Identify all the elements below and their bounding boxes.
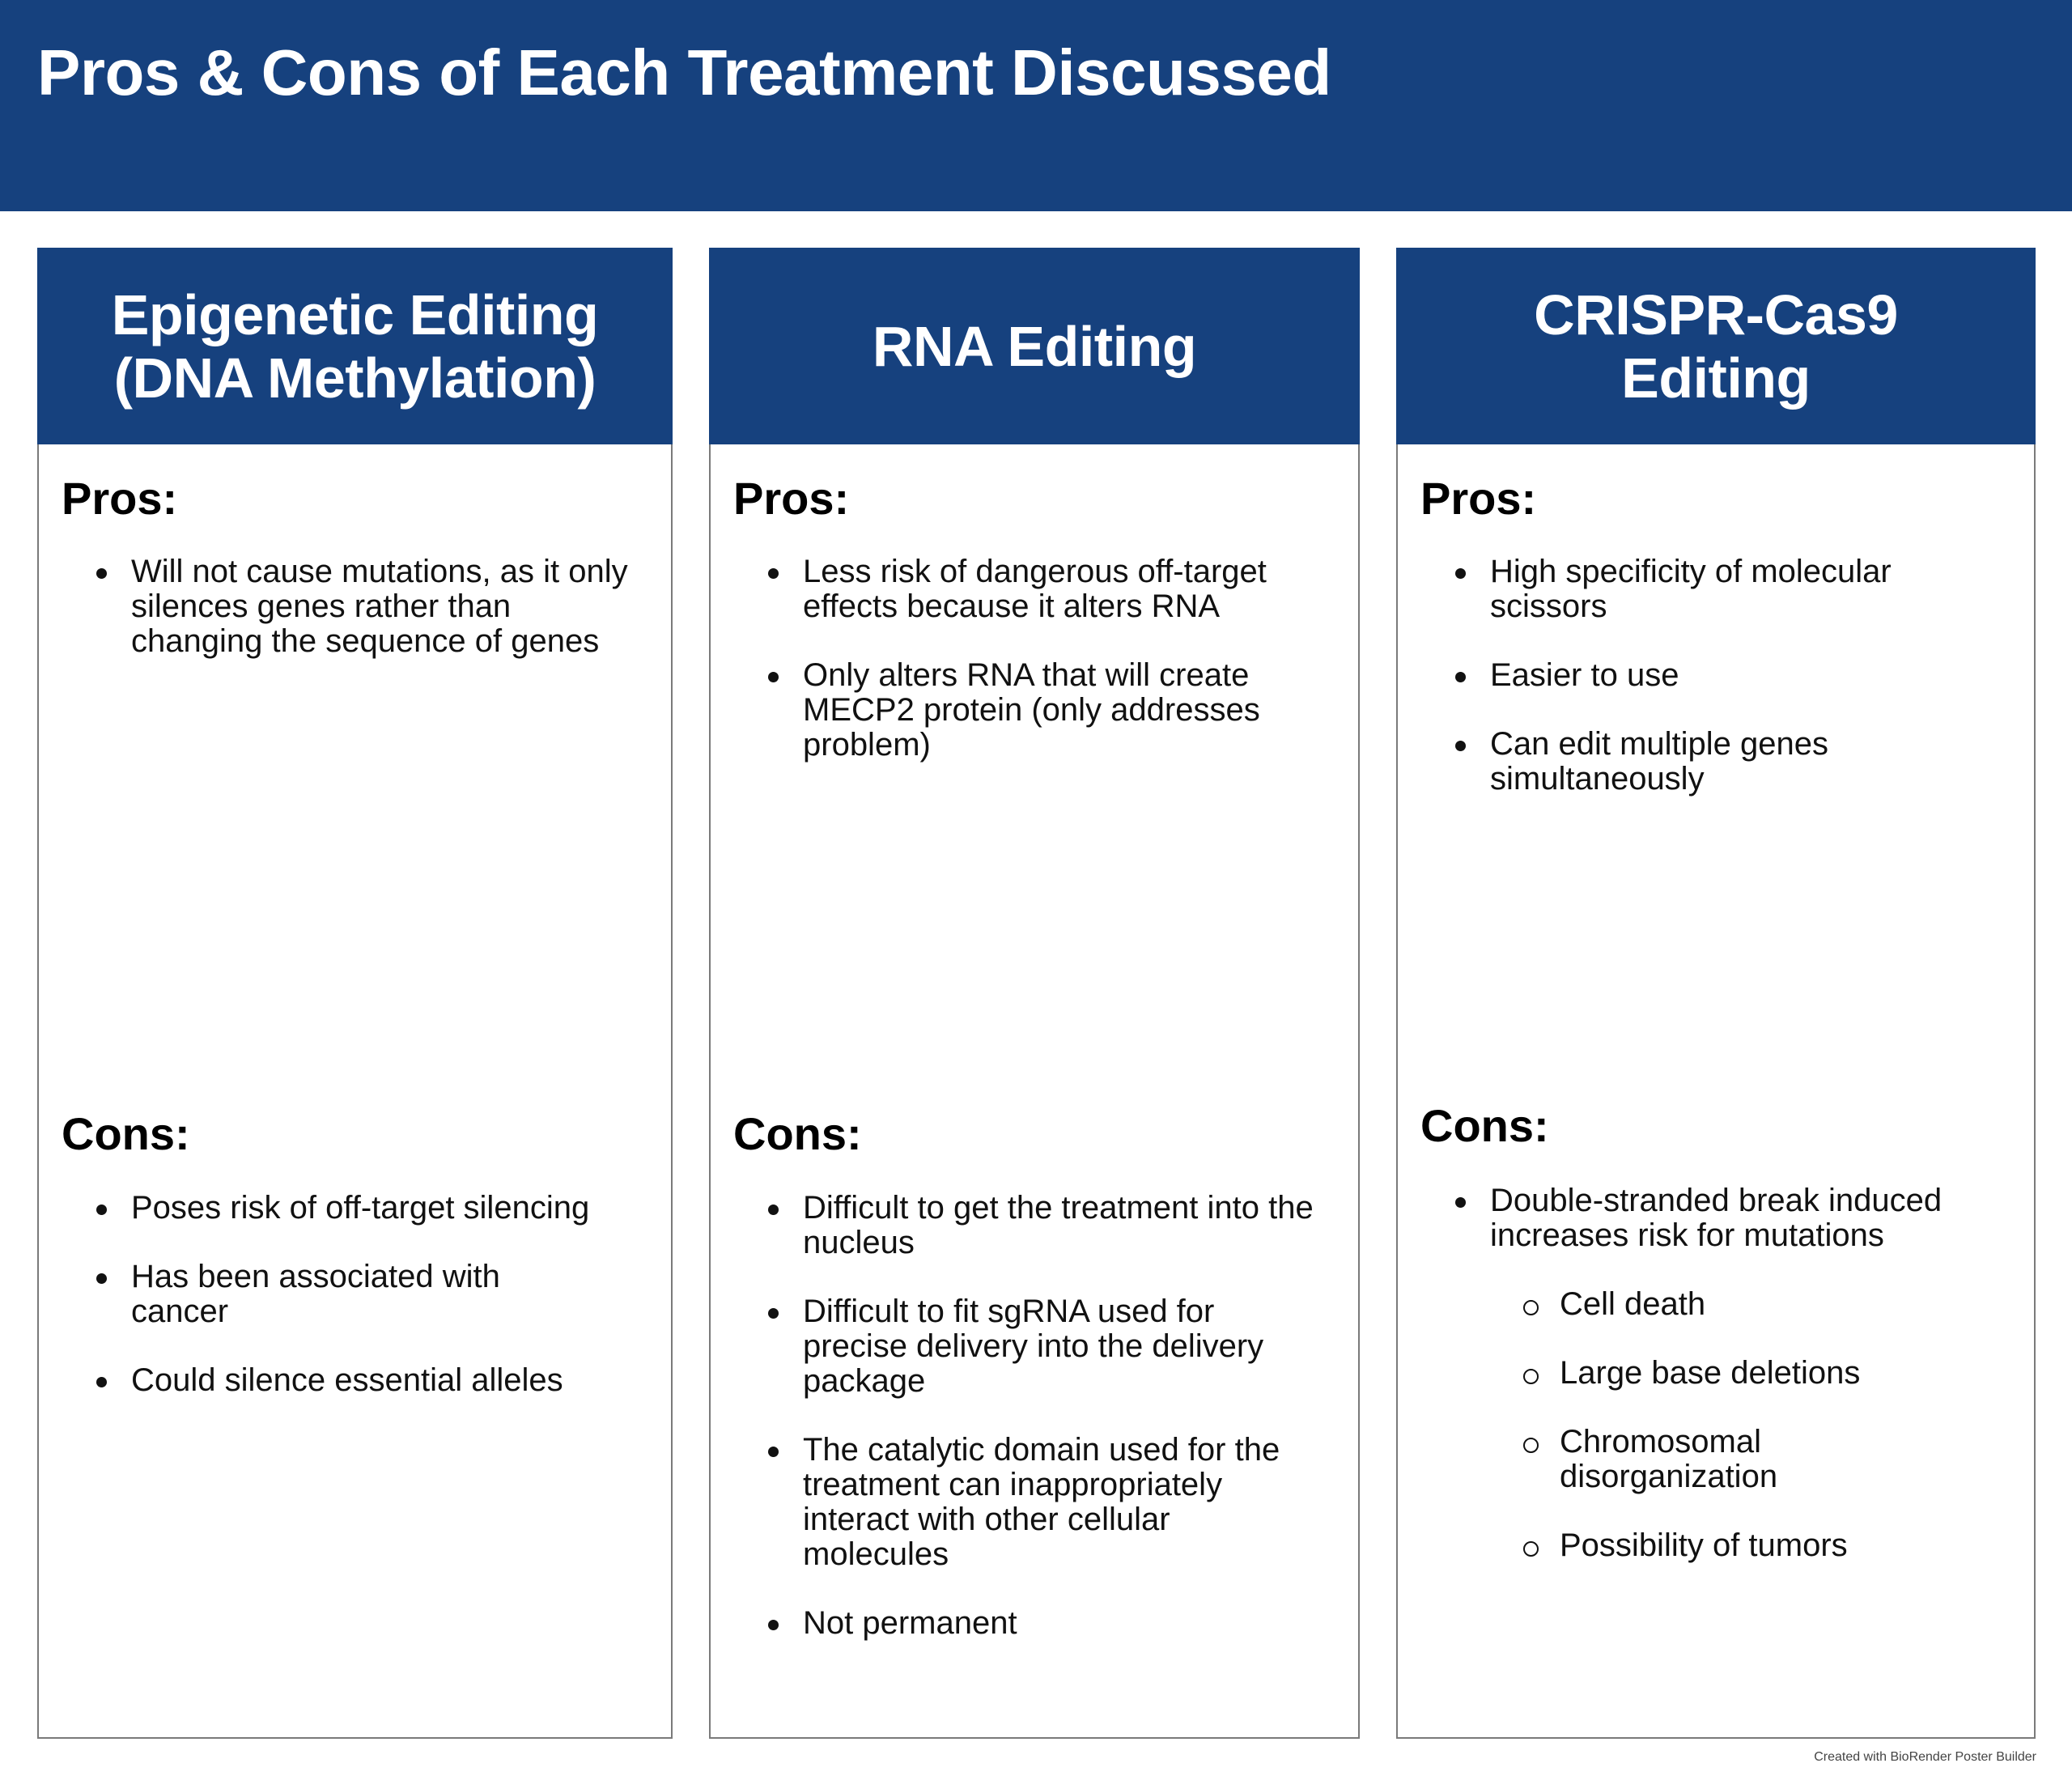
sub-list-item: Large base deletions [1398, 1356, 1993, 1391]
footer-credit: Created with BioRender Poster Builder [1814, 1750, 2036, 1764]
column-title: RNA Editing [872, 314, 1197, 378]
cons-heading: Cons: [1420, 1100, 1549, 1151]
column-title: Epigenetic Editing (DNA Methylation) [111, 283, 599, 410]
list-item: Poses risk of off-target silencing [39, 1191, 639, 1226]
list-item: Less risk of dangerous off-target effects because it alters RNA [711, 554, 1318, 624]
cons-list [1398, 1183, 1993, 1597]
column-title: CRISPR-Cas9 Editing [1534, 283, 1898, 410]
list-item: Has been associated with cancer [39, 1260, 639, 1329]
title-banner [0, 0, 2072, 211]
sub-list-item: Chromosomal disorganization [1398, 1425, 1993, 1494]
column-header [1396, 248, 2036, 444]
sub-list-item: Possibility of tumors [1398, 1528, 1993, 1563]
column-crispr-cas9-editing [1396, 248, 2036, 1739]
column-header [709, 248, 1360, 444]
pros-list [39, 554, 639, 693]
list-item: Difficult to fit sgRNA used for precise delivery into the delivery package [711, 1294, 1318, 1399]
page-title: Pros & Cons of Each Treatment Discussed [37, 36, 1331, 108]
pros-list [711, 554, 1318, 797]
list-item: Will not cause mutations, as it only silences genes rather than changing the sequence of genes [39, 554, 639, 659]
pros-list [1398, 554, 1993, 831]
list-item: Can edit multiple genes simultaneously [1398, 727, 1993, 797]
column-epigenetic-editing [37, 248, 673, 1739]
list-item: The catalytic domain used for the treatment can inappropriately interact with other cellular molecules [711, 1433, 1318, 1572]
cons-list [711, 1191, 1318, 1675]
cons-heading: Cons: [62, 1108, 190, 1159]
sub-list-item: Cell death [1398, 1287, 1993, 1322]
list-item: Double-stranded break induced increases risk for mutations [1398, 1183, 1993, 1253]
list-item: Only alters RNA that will create MECP2 protein (only addresses problem) [711, 658, 1318, 763]
list-item: Difficult to get the treatment into the nucleus [711, 1191, 1318, 1260]
pros-heading: Pros: [1420, 473, 1537, 524]
list-item: Could silence essential alleles [39, 1363, 639, 1398]
cons-list [39, 1191, 639, 1432]
list-item: Not permanent [711, 1606, 1318, 1641]
pros-heading: Pros: [62, 473, 178, 524]
list-item: Easier to use [1398, 658, 1993, 693]
column-header [37, 248, 673, 444]
column-rna-editing [709, 248, 1360, 1739]
pros-heading: Pros: [733, 473, 850, 524]
list-item: High specificity of molecular scissors [1398, 554, 1993, 624]
cons-heading: Cons: [733, 1108, 862, 1159]
